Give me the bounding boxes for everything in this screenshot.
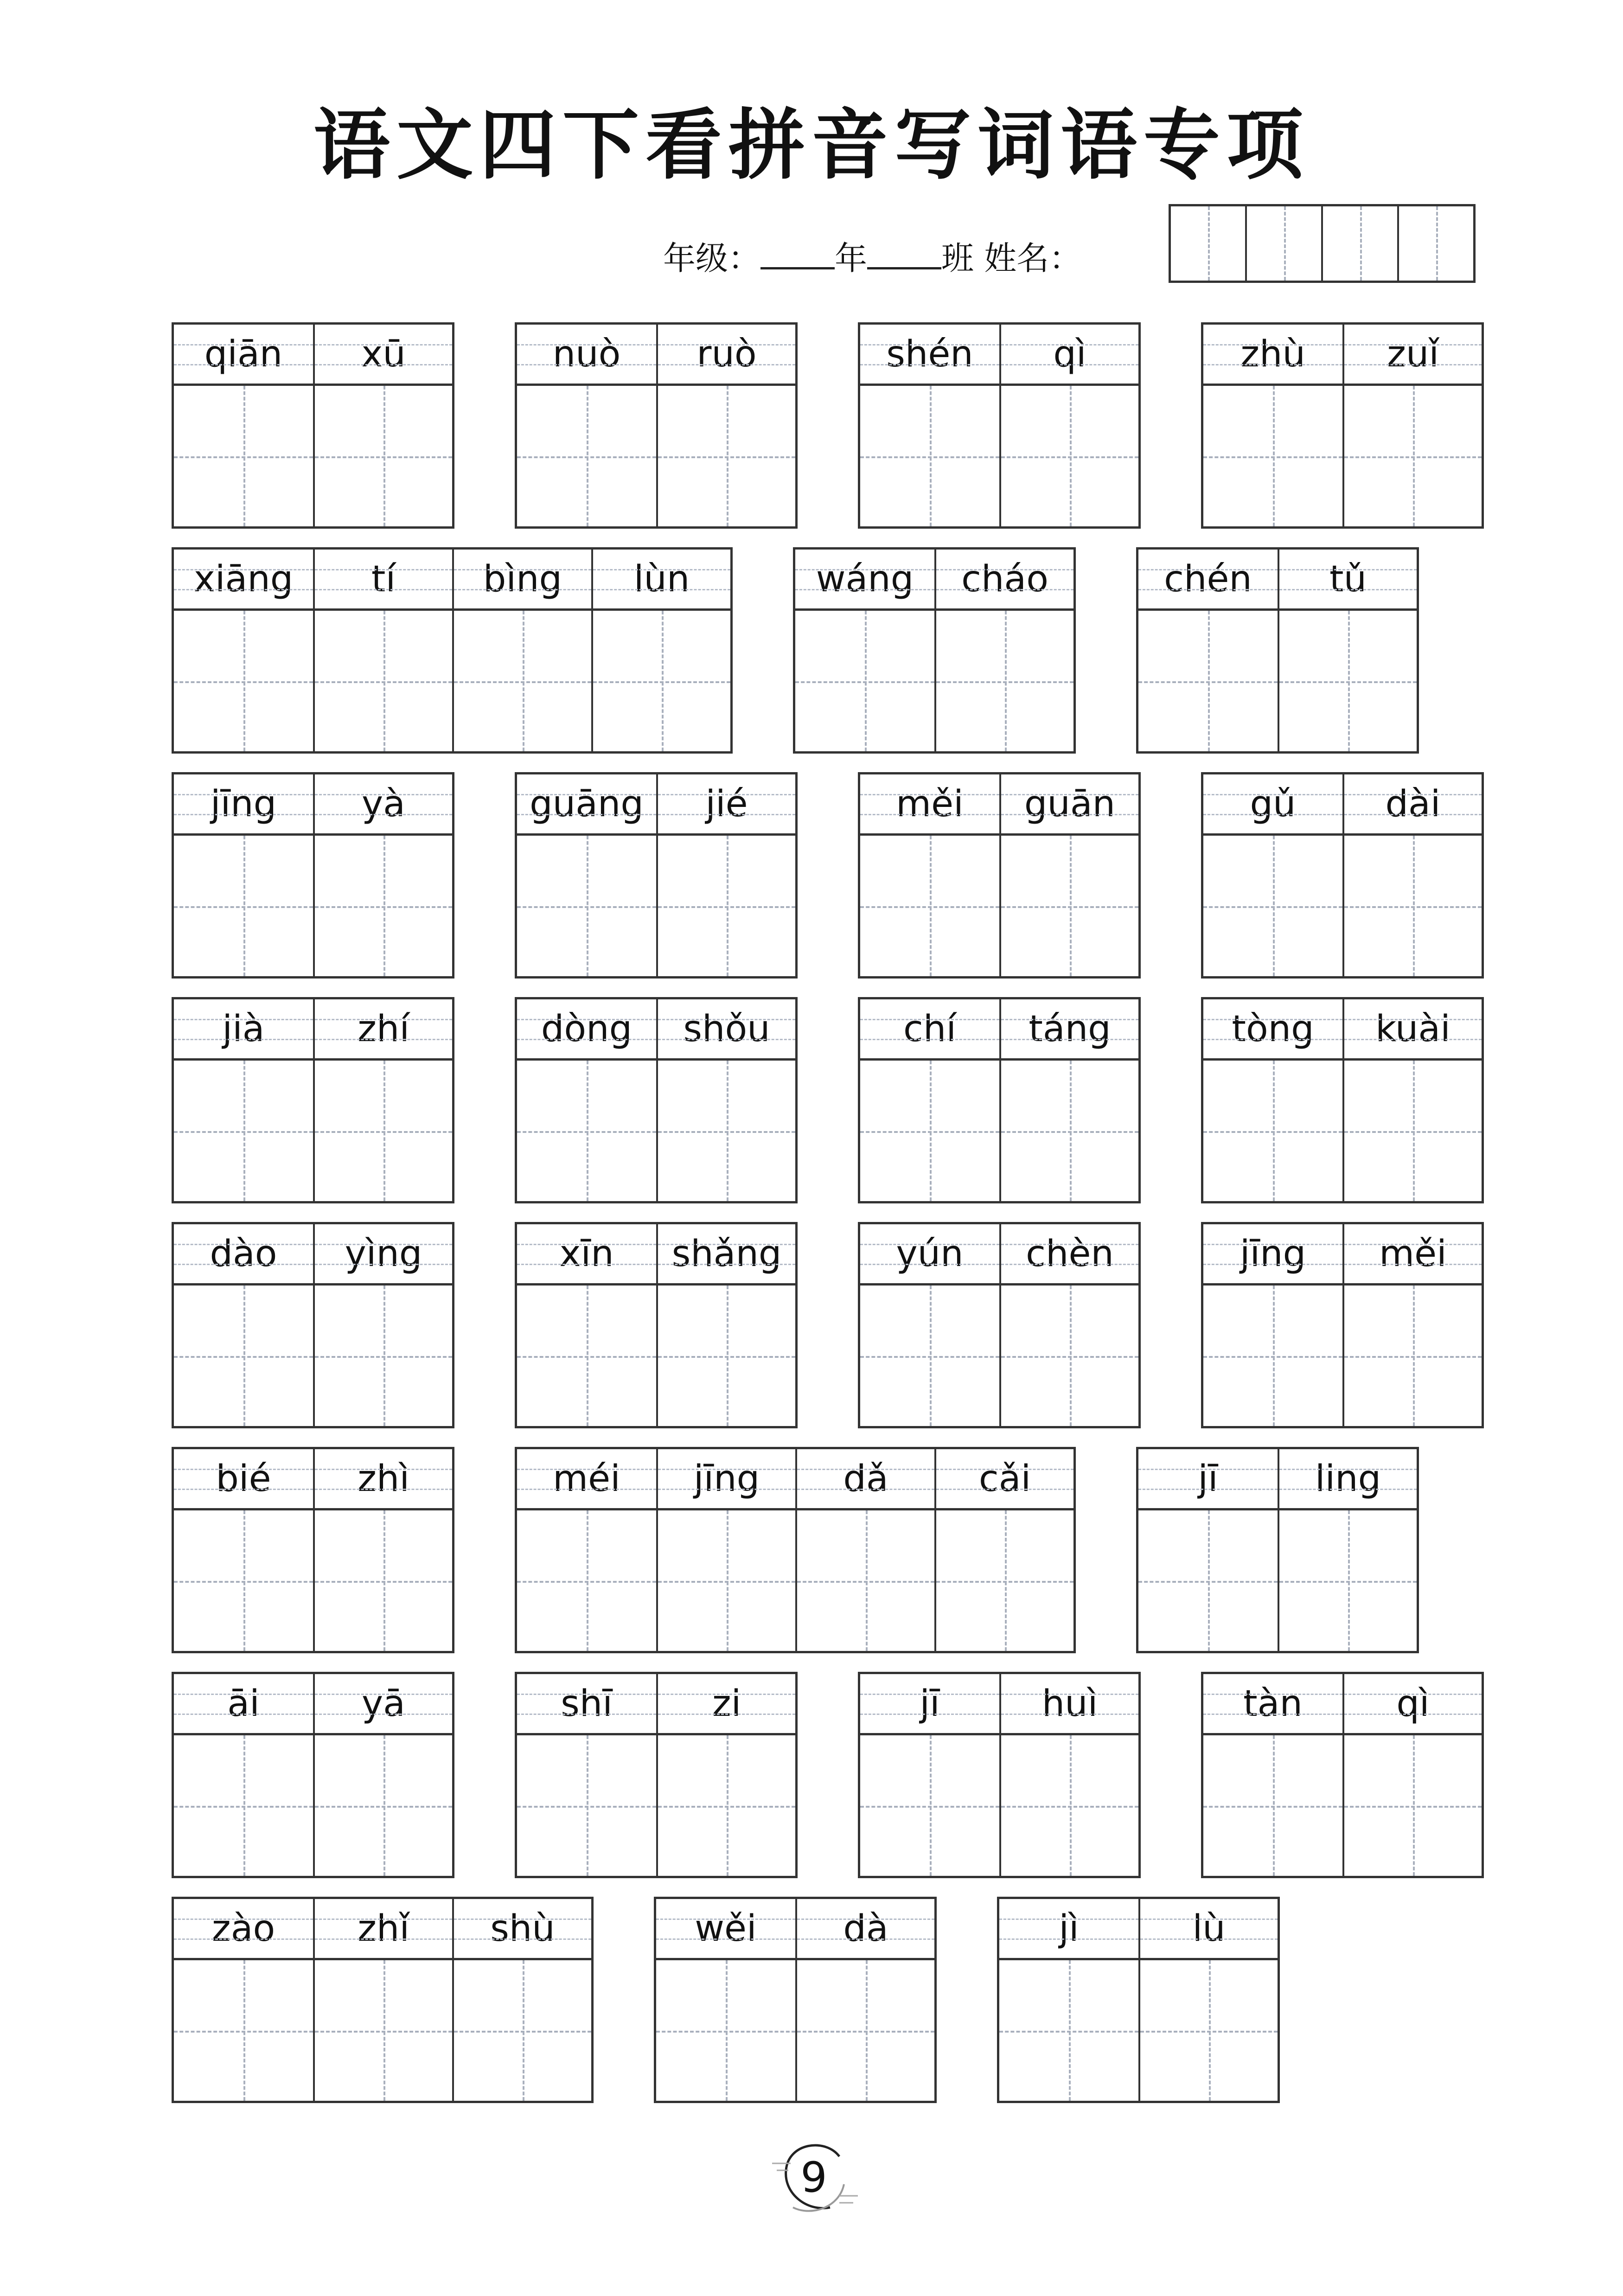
character-cell xyxy=(174,1449,313,1651)
writing-box[interactable] xyxy=(517,836,656,976)
class-label: 班 xyxy=(941,239,974,277)
character-cell xyxy=(860,774,999,976)
character-cell xyxy=(860,1224,999,1426)
writing-box[interactable] xyxy=(1140,1960,1278,2101)
word-box xyxy=(172,1672,454,1878)
pinyin-label: dǎ xyxy=(797,1449,934,1510)
character-cell xyxy=(795,550,934,751)
word-box xyxy=(172,772,454,979)
character-cell xyxy=(174,1224,313,1426)
writing-box[interactable] xyxy=(315,611,452,751)
character-cell xyxy=(999,1899,1138,2101)
character-cell xyxy=(591,550,730,751)
character-cell xyxy=(999,774,1138,976)
character-cell xyxy=(656,774,795,976)
pinyin-label: chèn xyxy=(1001,1224,1138,1286)
character-cell xyxy=(174,325,313,526)
writing-box[interactable] xyxy=(174,1286,313,1426)
pinyin-label: zào xyxy=(174,1899,313,1960)
pinyin-label: yìng xyxy=(315,1224,452,1286)
character-cell xyxy=(934,1449,1073,1651)
word-box xyxy=(515,997,798,1203)
word-box xyxy=(1201,997,1484,1203)
word-box xyxy=(1201,1672,1484,1878)
pinyin-label: qì xyxy=(1001,325,1138,386)
writing-box[interactable] xyxy=(174,1735,313,1876)
writing-box[interactable] xyxy=(860,1061,999,1201)
character-cell xyxy=(313,1674,452,1876)
writing-box[interactable] xyxy=(860,1735,999,1876)
word-box xyxy=(858,1672,1141,1878)
writing-box[interactable] xyxy=(315,1735,452,1876)
pinyin-label: bìng xyxy=(454,550,591,611)
writing-box[interactable] xyxy=(936,611,1073,751)
word-box xyxy=(1201,322,1484,529)
character-cell xyxy=(656,999,795,1201)
pinyin-label: shǒu xyxy=(658,999,795,1061)
word-box xyxy=(172,1222,454,1428)
pinyin-label: shī xyxy=(517,1674,656,1735)
pinyin-label: měi xyxy=(1344,1224,1482,1286)
pinyin-label: qiān xyxy=(174,325,313,386)
character-cell xyxy=(656,1224,795,1426)
pinyin-label: jīng xyxy=(1203,1224,1342,1286)
pinyin-label: nuò xyxy=(517,325,656,386)
writing-box[interactable] xyxy=(658,1286,795,1426)
character-cell xyxy=(517,1674,656,1876)
pinyin-label: bié xyxy=(174,1449,313,1510)
pinyin-label: yún xyxy=(860,1224,999,1286)
pinyin-label: yā xyxy=(315,1674,452,1735)
writing-box[interactable] xyxy=(1001,386,1138,526)
character-cell xyxy=(999,1224,1138,1426)
character-cell xyxy=(1278,1449,1417,1651)
writing-box[interactable] xyxy=(658,386,795,526)
word-box xyxy=(997,1897,1280,2103)
character-cell xyxy=(313,325,452,526)
word-box xyxy=(858,1222,1141,1428)
writing-box[interactable] xyxy=(1203,386,1342,526)
writing-box[interactable] xyxy=(517,386,656,526)
writing-box[interactable] xyxy=(1279,611,1417,751)
writing-box[interactable] xyxy=(1001,1061,1138,1201)
character-cell xyxy=(517,999,656,1201)
pinyin-label: yà xyxy=(315,774,452,836)
pinyin-label: méi xyxy=(517,1449,656,1510)
character-cell xyxy=(1203,1224,1342,1426)
character-cell xyxy=(517,774,656,976)
character-cell xyxy=(1342,774,1482,976)
writing-box[interactable] xyxy=(593,611,730,751)
writing-box[interactable] xyxy=(658,1510,795,1651)
writing-box[interactable] xyxy=(1203,1735,1342,1876)
character-cell xyxy=(795,1449,934,1651)
pinyin-label: qì xyxy=(1344,1674,1482,1735)
writing-box[interactable] xyxy=(315,1960,452,2101)
grade-label: 年级： xyxy=(663,239,760,277)
character-cell xyxy=(313,774,452,976)
character-cell xyxy=(1138,1449,1278,1651)
pinyin-label: jīng xyxy=(174,774,313,836)
pinyin-label: dà xyxy=(797,1899,934,1960)
writing-box[interactable] xyxy=(315,1286,452,1426)
pinyin-label: xiāng xyxy=(174,550,313,611)
writing-box[interactable] xyxy=(1344,836,1482,976)
pinyin-label: jié xyxy=(658,774,795,836)
word-box xyxy=(515,322,798,529)
pinyin-label: táng xyxy=(1001,999,1138,1061)
name-label: 姓名： xyxy=(984,239,1082,277)
word-box xyxy=(515,772,798,979)
character-cell xyxy=(174,550,313,751)
writing-box[interactable] xyxy=(797,1510,934,1651)
pinyin-label: zi xyxy=(658,1674,795,1735)
character-cell xyxy=(934,550,1073,751)
writing-box[interactable] xyxy=(1138,1510,1278,1651)
pinyin-label: ruò xyxy=(658,325,795,386)
character-cell xyxy=(313,550,452,751)
pinyin-label: jī xyxy=(1138,1449,1278,1510)
writing-box[interactable] xyxy=(1138,611,1278,751)
writing-box[interactable] xyxy=(174,1960,313,2101)
writing-box[interactable] xyxy=(1279,1510,1417,1651)
writing-box[interactable] xyxy=(1001,1735,1138,1876)
page-number-text: 9 xyxy=(800,2153,827,2202)
writing-box[interactable] xyxy=(1001,1286,1138,1426)
word-box xyxy=(172,997,454,1203)
writing-box[interactable] xyxy=(860,1286,999,1426)
writing-box[interactable] xyxy=(315,836,452,976)
pinyin-label: cǎi xyxy=(936,1449,1073,1510)
character-cell xyxy=(795,1899,934,2101)
character-cell xyxy=(1203,999,1342,1201)
character-cell xyxy=(656,325,795,526)
writing-box[interactable] xyxy=(517,1510,656,1651)
pinyin-label: dòng xyxy=(517,999,656,1061)
writing-box[interactable] xyxy=(174,611,313,751)
pinyin-label: wáng xyxy=(795,550,934,611)
pinyin-label: jì xyxy=(999,1899,1138,1960)
word-box xyxy=(515,1447,1076,1653)
pinyin-label: tàn xyxy=(1203,1674,1342,1735)
character-cell xyxy=(1342,325,1482,526)
writing-box[interactable] xyxy=(517,1286,656,1426)
writing-box[interactable] xyxy=(1344,1735,1482,1876)
pinyin-label: xīn xyxy=(517,1224,656,1286)
word-box xyxy=(1136,547,1419,754)
writing-box[interactable] xyxy=(1001,836,1138,976)
pinyin-label: kuài xyxy=(1344,999,1482,1061)
pinyin-label: wěi xyxy=(656,1899,795,1960)
writing-box[interactable] xyxy=(315,1061,452,1201)
character-cell xyxy=(517,1224,656,1426)
pinyin-label: gǔ xyxy=(1203,774,1342,836)
writing-box[interactable] xyxy=(936,1510,1073,1651)
pinyin-label: zhì xyxy=(315,1449,452,1510)
writing-box[interactable] xyxy=(1203,1061,1342,1201)
character-cell xyxy=(1203,774,1342,976)
pinyin-label: chén xyxy=(1138,550,1278,611)
writing-box[interactable] xyxy=(658,1061,795,1201)
word-box xyxy=(1201,1222,1484,1428)
character-cell xyxy=(1203,325,1342,526)
writing-box[interactable] xyxy=(517,1735,656,1876)
writing-box[interactable] xyxy=(174,1061,313,1201)
writing-box[interactable] xyxy=(1203,836,1342,976)
character-cell xyxy=(1138,550,1278,751)
word-box xyxy=(515,1672,798,1878)
pinyin-label: dài xyxy=(1344,774,1482,836)
word-box xyxy=(1136,1447,1419,1653)
writing-box[interactable] xyxy=(315,386,452,526)
character-cell xyxy=(174,1899,313,2101)
character-cell xyxy=(1278,550,1417,751)
writing-box[interactable] xyxy=(797,1960,934,2101)
writing-box[interactable] xyxy=(658,836,795,976)
character-cell xyxy=(1342,1224,1482,1426)
character-cell xyxy=(517,1449,656,1651)
writing-box[interactable] xyxy=(999,1960,1138,2101)
writing-box[interactable] xyxy=(1344,386,1482,526)
pinyin-label: shén xyxy=(860,325,999,386)
writing-box[interactable] xyxy=(1344,1061,1482,1201)
character-cell xyxy=(656,1899,795,2101)
pinyin-label: chí xyxy=(860,999,999,1061)
word-box xyxy=(654,1897,937,2103)
character-cell xyxy=(656,1449,795,1651)
writing-box[interactable] xyxy=(860,386,999,526)
word-box xyxy=(858,772,1141,979)
word-box xyxy=(858,997,1141,1203)
pinyin-label: tí xyxy=(315,550,452,611)
character-cell xyxy=(1203,1674,1342,1876)
writing-box[interactable] xyxy=(517,1061,656,1201)
pinyin-label: měi xyxy=(860,774,999,836)
pinyin-label: tǔ xyxy=(1279,550,1417,611)
character-cell xyxy=(313,1899,452,2101)
pinyin-label: āi xyxy=(174,1674,313,1735)
character-cell xyxy=(174,1674,313,1876)
character-cell xyxy=(174,774,313,976)
pinyin-label: lùn xyxy=(593,550,730,611)
pinyin-label: huì xyxy=(1001,1674,1138,1735)
page-title: 语文四下看拼音写词语专项 xyxy=(313,100,1310,190)
year-label: 年 xyxy=(835,239,867,277)
word-box xyxy=(858,322,1141,529)
character-cell xyxy=(999,999,1138,1201)
writing-box[interactable] xyxy=(656,1960,795,2101)
pinyin-label: guāng xyxy=(517,774,656,836)
word-box xyxy=(172,1447,454,1653)
character-cell xyxy=(313,999,452,1201)
pinyin-label: guān xyxy=(1001,774,1138,836)
character-cell xyxy=(313,1224,452,1426)
character-cell xyxy=(656,1674,795,1876)
pinyin-label: xū xyxy=(315,325,452,386)
character-cell xyxy=(1342,999,1482,1201)
writing-box[interactable] xyxy=(454,611,591,751)
pinyin-label: shù xyxy=(454,1899,591,1960)
writing-box[interactable] xyxy=(174,386,313,526)
page-number xyxy=(779,2143,849,2212)
writing-box[interactable] xyxy=(795,611,934,751)
pinyin-label: zhù xyxy=(1203,325,1342,386)
writing-box[interactable] xyxy=(454,1960,591,2101)
pinyin-label: dào xyxy=(174,1224,313,1286)
writing-box[interactable] xyxy=(174,1510,313,1651)
word-box xyxy=(172,1897,594,2103)
writing-box[interactable] xyxy=(315,1510,452,1651)
character-cell xyxy=(999,325,1138,526)
writing-box[interactable] xyxy=(860,836,999,976)
pinyin-label: lù xyxy=(1140,1899,1278,1960)
pinyin-label: tòng xyxy=(1203,999,1342,1061)
pinyin-label: jīng xyxy=(658,1449,795,1510)
character-cell xyxy=(1138,1899,1278,2101)
pinyin-label: zhí xyxy=(315,999,452,1061)
pinyin-label: cháo xyxy=(936,550,1073,611)
word-box xyxy=(793,547,1076,754)
character-cell xyxy=(174,999,313,1201)
character-cell xyxy=(860,1674,999,1876)
character-cell xyxy=(452,1899,591,2101)
character-cell xyxy=(999,1674,1138,1876)
writing-box[interactable] xyxy=(658,1735,795,1876)
word-box xyxy=(1201,772,1484,979)
pinyin-label: ling xyxy=(1279,1449,1417,1510)
pinyin-label: jī xyxy=(860,1674,999,1735)
pinyin-label: jià xyxy=(174,999,313,1061)
character-cell xyxy=(452,550,591,751)
pinyin-label: zuǐ xyxy=(1344,325,1482,386)
pinyin-label: zhǐ xyxy=(315,1899,452,1960)
word-box xyxy=(172,547,733,754)
writing-box[interactable] xyxy=(174,836,313,976)
pinyin-label: shǎng xyxy=(658,1224,795,1286)
word-box xyxy=(172,322,454,529)
character-cell xyxy=(517,325,656,526)
word-box xyxy=(515,1222,798,1428)
writing-box[interactable] xyxy=(1203,1286,1342,1426)
character-cell xyxy=(860,999,999,1201)
character-cell xyxy=(1342,1674,1482,1876)
writing-box[interactable] xyxy=(1344,1286,1482,1426)
character-cell xyxy=(860,325,999,526)
character-cell xyxy=(313,1449,452,1651)
